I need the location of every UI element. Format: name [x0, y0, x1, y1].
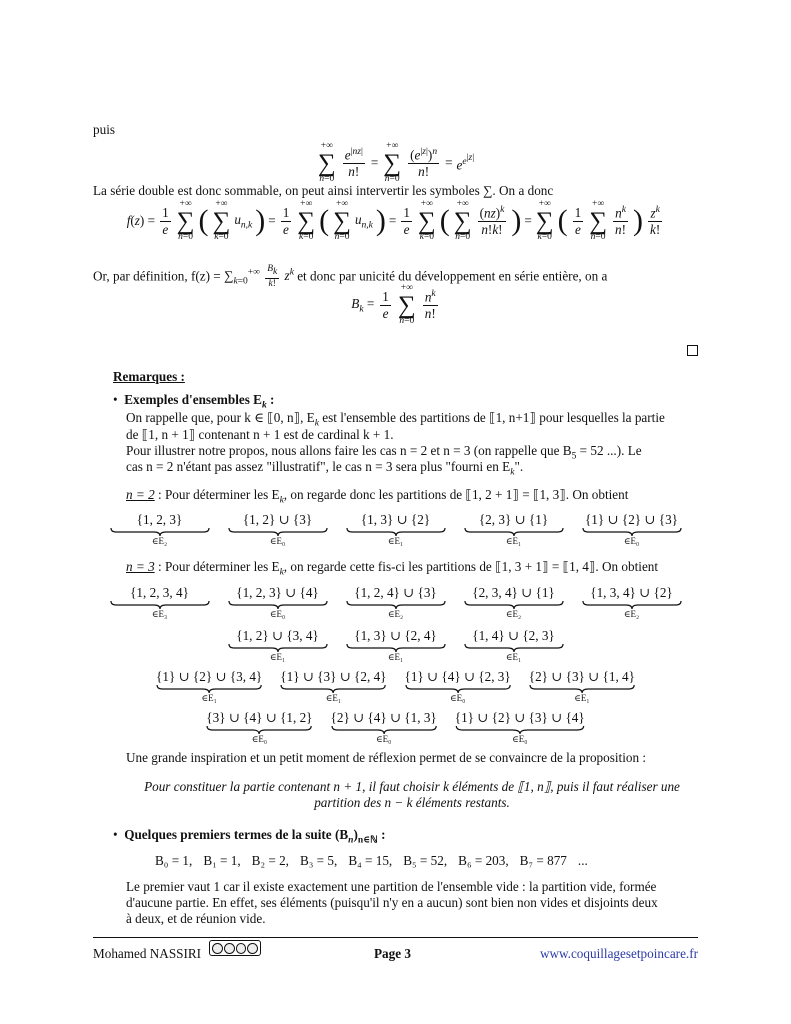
partition-set: {1, 4} ∪ {2, 3}	[472, 628, 555, 643]
partition-label: ∈E₁	[574, 693, 590, 703]
partition-label: ∈E₀	[269, 536, 286, 546]
partition-set: {1, 2, 3} ∪ {4}	[236, 585, 319, 600]
underbrace-icon	[110, 601, 210, 609]
footer-rule	[93, 937, 698, 938]
underbrace-icon	[582, 601, 682, 609]
partition-label: ∈E₁	[387, 652, 404, 662]
partition-group	[346, 585, 446, 619]
item1-paragraph-1: On rappelle que, pour k ∈ ⟦0, n⟧, $E_k$ est l'ensemble des partitions de ⟦1, n+1⟧ pour lesquelles la partie	[126, 410, 665, 429]
underbrace-icon	[529, 685, 635, 693]
partitions-n3-row-3	[93, 669, 698, 703]
partition-group	[346, 628, 446, 662]
equation-bk-dobinski: $B_k$ = $\frac{1}{e}$ +∞ ∑ n=0 $\frac{n^k}{n!}$	[351, 283, 436, 327]
partition-set: {1} ∪ {2} ∪ {3, 4}	[156, 669, 263, 684]
partition-set: {1, 2, 3, 4}	[130, 585, 189, 600]
equation-exp-sum: +∞ ∑ n=0 $\frac{e^{|nz|}}{n!}$ = +∞ ∑ n=0 $\frac{(e^{|z|})^n}{n!}$ = $e^{e^{|z|}}$	[317, 141, 475, 185]
bell-numbers-row	[155, 853, 588, 869]
underbrace-icon	[228, 528, 328, 536]
underbrace-icon	[405, 685, 511, 693]
partition-set: {3} ∪ {4} ∪ {1, 2}	[206, 710, 313, 725]
partition-label: ∈E₀	[449, 693, 466, 703]
bell-term: B₆ = 203,	[458, 853, 509, 868]
partition-group	[331, 710, 437, 744]
partition-set: {1, 3, 4} ∪ {2}	[590, 585, 673, 600]
bell-ellipsis: ...	[577, 853, 588, 868]
equation-interchange: f(z) = $\frac{1}{e}$ +∞ ∑ n=0 ( +∞ ∑ k=0 $u_{n,k}$ ) = $\frac{1}{e}$ +∞ ∑ k=0 ( +∞ ∑ n=0 $u_{n,k}$ ) = $\frac{1}{e}$ +∞ ∑ k=0 ( +∞ ∑ n=0 $\frac{(nz)^k}{n!k!}$ ) = +∞ ∑ k=0 ( $\frac{1}{e}$ +∞ ∑ n=0 $\frac{n^k}{n!}$ ) $\frac{z^k}{k!}$	[126, 199, 661, 243]
item1-title: • Exemples d'ensembles $E_k$ :	[113, 392, 275, 411]
underbrace-icon	[464, 601, 564, 609]
footer-website-link[interactable]: www.coquillagesetpoincare.fr	[539, 946, 698, 961]
partition-label: ∈E₀	[375, 734, 392, 744]
last-paragraph-2: d'aucune partie. En effet, ses éléments (puisqu'il n'y en a aucun) sont bien non vides et disjoints deux	[126, 895, 658, 910]
partition-set: {2, 3, 4} ∪ {1}	[472, 585, 555, 600]
item1-paragraph-3: Pour illustrer notre propos, nous allons faire les cas n = 2 et n = 3 (on rappelle que $B_5 = 52$ ...). Le	[126, 443, 642, 462]
partition-set: {1, 2, 4} ∪ {3}	[354, 585, 437, 600]
partition-group	[228, 585, 328, 619]
last-paragraph-1: Le premier vaut 1 car il existe exactement une partition de l'ensemble vide : la partition vide, formée	[126, 879, 657, 894]
creative-commons-license-icon	[209, 940, 261, 956]
text-puis: puis	[93, 122, 115, 137]
partition-group	[110, 512, 210, 546]
partition-label: ∈E₁	[387, 536, 404, 546]
partition-group	[582, 512, 682, 546]
partitions-n2-row	[93, 512, 698, 546]
partition-group	[582, 585, 682, 619]
item2-title: • Quelques premiers termes de la suite $(B_n)_{n\in ℕ}$ :	[113, 827, 386, 846]
partition-group	[405, 669, 511, 703]
partitions-n3-row-4	[93, 710, 698, 744]
text-by-definition: Or, par définition, $f(z) = \sum_{k=0}^{+\infty}$ $\frac{B_k}{k!}$ $z^k$ et donc par unicité du développement en série entière, on a	[93, 264, 608, 290]
partition-group	[529, 669, 635, 703]
partition-set: {1} ∪ {2} ∪ {3} ∪ {4}	[454, 710, 585, 725]
partition-set: {1} ∪ {3} ∪ {2, 4}	[280, 669, 387, 684]
underbrace-icon	[346, 644, 446, 652]
partition-group	[464, 512, 564, 546]
underbrace-icon	[110, 528, 210, 536]
remarks-heading: Remarques :	[113, 369, 185, 384]
partition-set: {1} ∪ {2} ∪ {3}	[584, 512, 679, 527]
partition-group	[464, 628, 564, 662]
partition-set: {1, 2} ∪ {3}	[242, 512, 313, 527]
partition-group	[346, 512, 446, 546]
qed-square-icon	[687, 345, 698, 356]
partition-set: {1} ∪ {4} ∪ {2, 3}	[404, 669, 511, 684]
partition-set: {1, 2} ∪ {3, 4}	[236, 628, 319, 643]
underbrace-icon	[331, 726, 437, 734]
underbrace-icon	[464, 528, 564, 536]
case-n2-text: n = 2 : Pour déterminer les $E_k$, on regarde donc les partitions de ⟦1, 2 + 1⟧ = ⟦1, 3⟧. On obtient	[126, 487, 629, 506]
proposition-line-1: Pour constituer la partie contenant n + 1, il faut choisir k éléments de ⟦1, n⟧, puis il faut réaliser une	[144, 779, 680, 794]
last-paragraph-3: à deux, et de réunion vide.	[126, 911, 266, 926]
bell-term: B₀ = 1,	[155, 853, 193, 868]
partition-label: ∈E₀	[623, 536, 640, 546]
partition-group	[455, 710, 585, 744]
partition-label: ∈E₃	[151, 609, 168, 619]
item1-paragraph-2: de ⟦1, n + 1⟧ contenant n + 1 est de cardinal k + 1.	[126, 427, 394, 442]
partition-label: ∈E₀	[512, 734, 528, 744]
text-double-series: La série double est donc sommable, on peut ainsi intervertir les symboles ∑. On a donc	[93, 183, 554, 198]
partition-set: {2} ∪ {3} ∪ {1, 4}	[528, 669, 635, 684]
partition-group	[228, 512, 328, 546]
bell-term: B₇ = 877	[519, 853, 567, 868]
partition-group	[280, 669, 386, 703]
partition-label: ∈E₀	[251, 734, 268, 744]
footer-author: Mohamed NASSIRI	[93, 946, 202, 961]
partition-label: ∈E₁	[269, 652, 286, 662]
underbrace-icon	[228, 601, 328, 609]
partition-set: {2, 3} ∪ {1}	[478, 512, 549, 527]
partition-label: ∈E₁	[505, 536, 522, 546]
partition-group	[110, 585, 210, 619]
bell-term: B₄ = 15,	[348, 853, 393, 868]
underbrace-icon	[455, 726, 585, 734]
partition-label: ∈E₂	[387, 609, 404, 619]
bell-term: B₂ = 2,	[251, 853, 289, 868]
partition-set: {1, 3} ∪ {2}	[360, 512, 431, 527]
item1-paragraph-4: cas n = 2 n'étant pas assez "illustratif", le cas n = 3 sera plus "fourni en $E_k$".	[126, 459, 524, 478]
partition-group	[228, 628, 328, 662]
underbrace-icon	[206, 726, 312, 734]
footer-page-number: Page 3	[374, 946, 411, 961]
underbrace-icon	[464, 644, 564, 652]
underbrace-icon	[228, 644, 328, 652]
partition-label: ∈E₂	[151, 536, 168, 546]
partition-label: ∈E₁	[505, 652, 522, 662]
partition-group	[206, 710, 312, 744]
partition-label: ∈E₂	[505, 609, 522, 619]
partitions-n3-row-1	[93, 585, 698, 619]
partition-label: ∈E₀	[269, 609, 286, 619]
bell-term: B₅ = 52,	[403, 853, 448, 868]
text-inspiration: Une grande inspiration et un petit moment de réflexion permet de se convaincre de la proposition :	[126, 750, 647, 765]
bullet-icon: •	[113, 827, 125, 842]
underbrace-icon	[346, 601, 446, 609]
underbrace-icon	[582, 528, 682, 536]
partition-set: {1, 3} ∪ {2, 4}	[354, 628, 437, 643]
underbrace-icon	[156, 685, 262, 693]
proposition-line-2: partition des n − k éléments restants.	[314, 795, 510, 810]
underbrace-icon	[346, 528, 446, 536]
partition-label: ∈E₁	[325, 693, 342, 703]
case-n3-text: n = 3 : Pour déterminer les $E_k$, on regarde cette fis-ci les partitions de ⟦1, 3 + 1⟧ = ⟦1, 4⟧. On obtient	[126, 559, 659, 578]
bullet-icon: •	[113, 392, 125, 407]
bell-term: B₁ = 1,	[203, 853, 241, 868]
partition-set: {1, 2, 3}	[136, 512, 183, 527]
partition-label: ∈E₁	[201, 693, 217, 703]
partition-group	[464, 585, 564, 619]
partition-label: ∈E₂	[623, 609, 640, 619]
partitions-n3-row-2	[93, 628, 698, 662]
underbrace-icon	[280, 685, 386, 693]
bell-term: B₃ = 5,	[299, 853, 338, 868]
partition-set: {2} ∪ {4} ∪ {1, 3}	[330, 710, 437, 725]
partition-group	[156, 669, 262, 703]
